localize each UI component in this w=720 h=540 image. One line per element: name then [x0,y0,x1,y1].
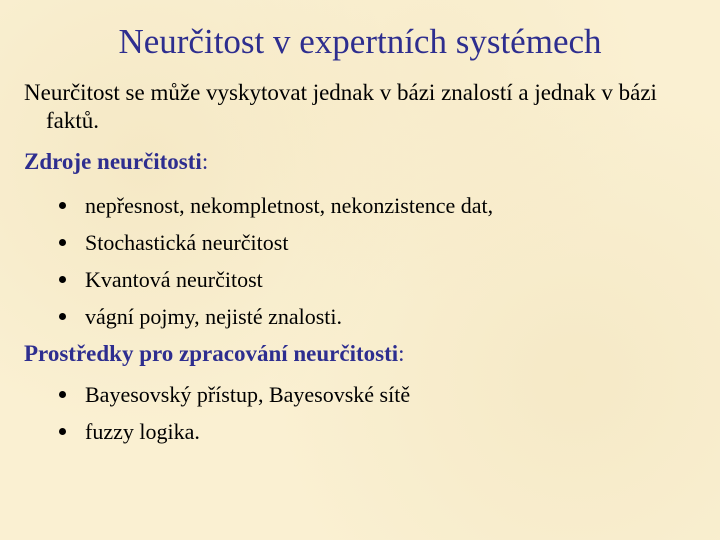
means-heading-text: Prostředky pro zpracování neurčitosti [24,341,399,366]
bullet-icon [59,313,66,320]
sources-heading [24,148,208,176]
list-item-text: Kvantová neurčitost [85,267,263,292]
list-item-text: Stochastická neurčitost [85,230,289,255]
slide-title: Neurčitost v expertních systémech [118,22,602,61]
means-heading [24,340,405,368]
sources-heading-colon: : [201,149,209,174]
means-heading-colon: : [398,341,405,366]
list-item [0,382,410,419]
bullet-icon [59,239,66,246]
sources-list [0,193,493,341]
bullet-icon [59,428,66,435]
list-item-text: vágní pojmy, nejisté znalosti. [85,304,343,329]
means-list [0,382,410,456]
list-item [0,230,493,267]
sources-heading-text: Zdroje neurčitosti [24,149,202,174]
list-item-text: Bayesovský přístup, Bayesovské sítě [85,382,411,407]
list-item [0,267,493,304]
intro-paragraph: Neurčitost se může vyskytovat jednak v bázi znalostí a jednak v bázi faktů. [24,80,657,133]
bullet-icon [59,202,66,209]
bullet-icon [59,276,66,283]
list-item-text: fuzzy logika. [85,419,200,444]
list-item [0,193,493,230]
list-item [0,304,493,341]
list-item [0,419,410,456]
bullet-icon [59,391,66,398]
list-item-text: nepřesnost, nekompletnost, nekonzistence dat, [85,193,494,218]
